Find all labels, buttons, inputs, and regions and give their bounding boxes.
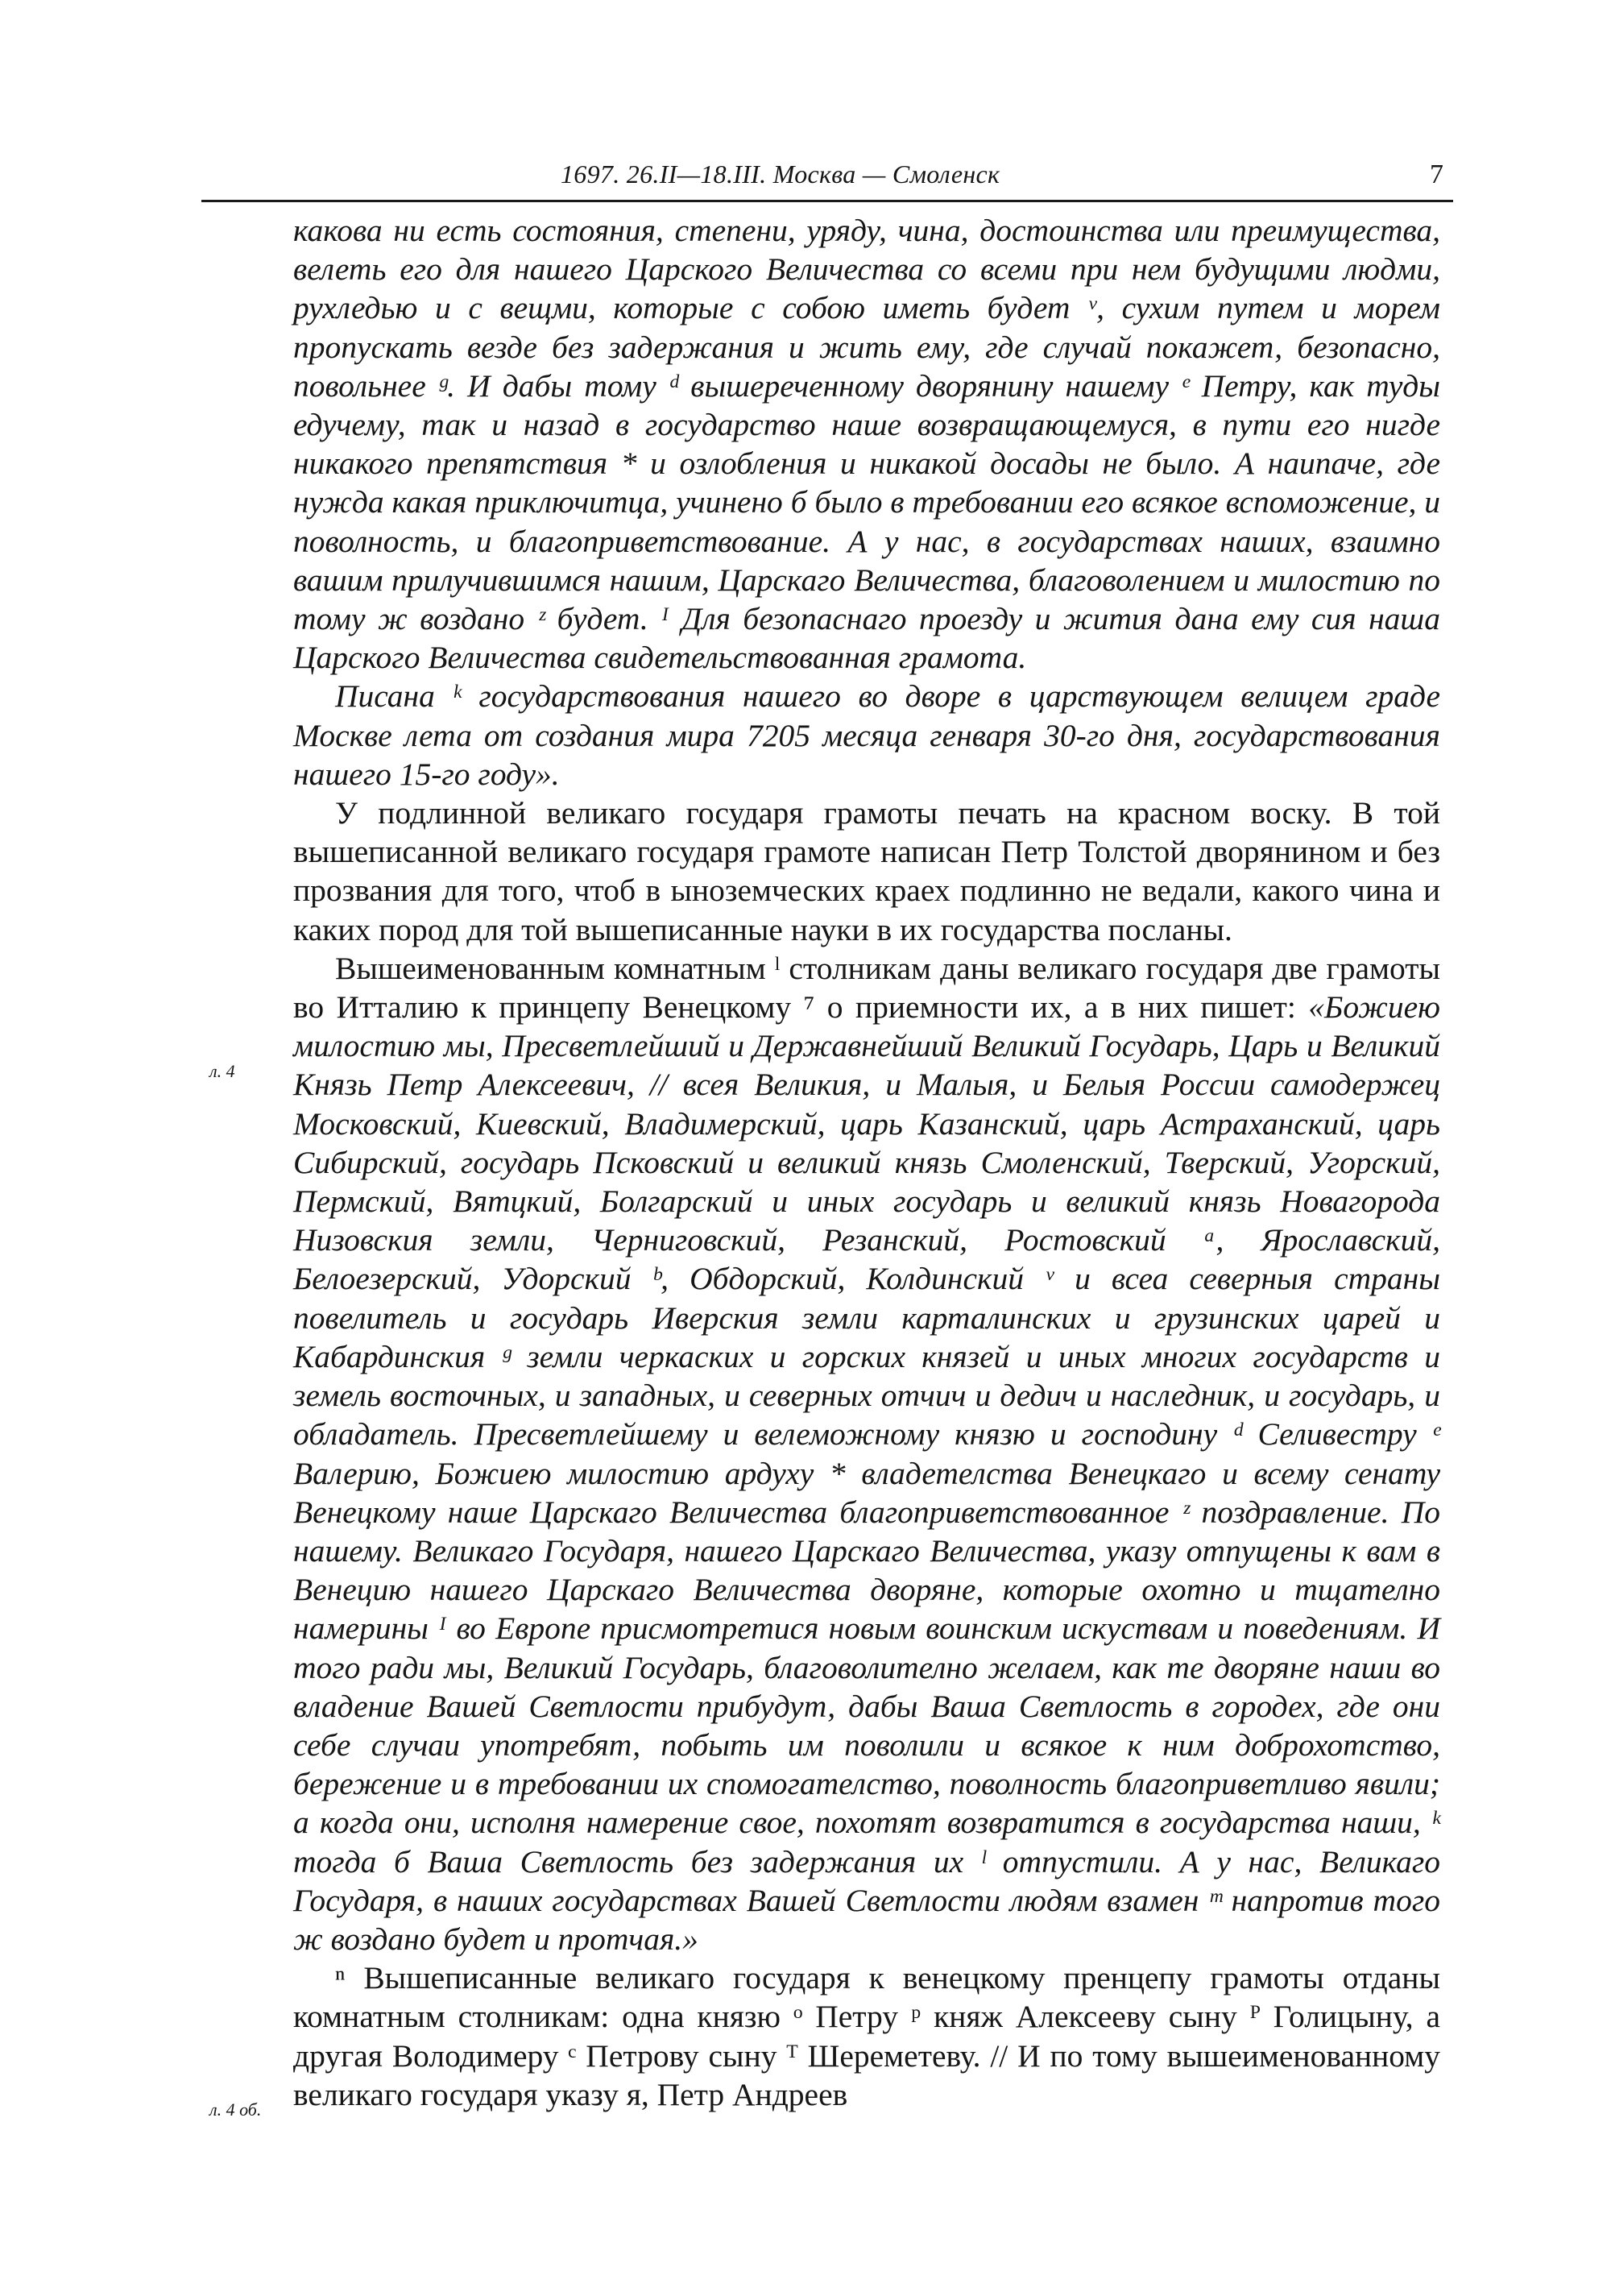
paragraph-letter-end: какова ни есть состояния, степени, уряду, чина, достоинства или преимущества, велеть его для нашего Царского Величества со всеми при нем будущими людми, рухледью и с вещми, которые с собою иметь будет ᵛ, сухим путем и морем пропускать везде без задержания и жить ему, где случай покажет, безопасно, повольнее ᵍ. И дабы тому ᵈ вышереченному дворянину нашему ᵉ Петру, как туды едучему, так и назад в государство наше возвращающемуся, в пути его нигде никакого препятствия * и озлобления и никакой досады не было. А наипаче, где нужда какая приключитца, учинено б было в требовании его всякое вспоможение, и поволность, и благоприветствование. А у нас, в государствах наших, взаимно вашим прилучившимся нашим, Царскаго Величества, благоволением и милостию по тому ж воздано ᶻ будет. ᴵ Для безопаснаго проезду и жития дана ему сия наша Царского Величества свидетельствованная грамота. (293, 213, 1440, 676)
main-text (293, 211, 1440, 2114)
marginal-note-folio-4: л. 4 (209, 1061, 235, 1081)
running-title: 1697. 26.II—18.III. Москва — Смоленск (561, 160, 1000, 189)
paragraph-venice-intro: Вышеименованным комнатным ˡ столникам даны великаго государя две грамоты во Итталию к принцепу Венецкому ⁷ о приемности их, а в них пишет: (293, 950, 1440, 1026)
paragraph-delivery: ⁿ Вышеписанные великаго государя к венецкому пренцепу грамоты отданы комнатным столникам: одна князю ᵒ Петру ᵖ княж Алексееву сыну ᴾ Голицыну, а другая Володимеру ᶜ Петрову сыну ᵀ Шереметеву. // И по тому вышеименованному великаго государя указу я, Петр Андреев (293, 1960, 1440, 2112)
header-rule (201, 200, 1453, 202)
paragraph-venice-quote: «Божиею милостию мы, Пресветлейший и Державнейший Великий Государь, Царь и Великий Князь Петр Алексеевич, // всея Великия, и Малыя, и Белыя России самодержец Московский, Киевский, Владимерский, царь Казанский, царь Астраханский, царь Сибирский, государь Псковский и великий князь Смоленский, Тверский, Угорский, Пермский, Вятцкий, Болгарский и иных государь и великий князь Новагорода Низовския земли, Черниговский, Резанский, Ростовский ᵃ, Ярославский, Белоезерский, Удорский ᵇ, Обдорский, Колдинский ᵛ и всеа северныя страны повелитель и государь Иверския земли карталинских и грузинских царей и Кабардинския ᵍ земли черкаских и горских князей и иных многих государств и земель восточных, и западных, и северных отчич и дедич и наследник, и государь, и обладатель. Пресветлейшему и велеможному князю и господину ᵈ Селивестру ᵉ Валерию, Божиею милостию ардуху * владетелства Венецкаго и всему сенату Венецкому наше Царскаго Величества благоприветствованное ᶻ поздравление. По нашему. Великаго Государя, нашего Царскаго Величества, указу отпущены к вам в Венецию нашего Царскаго Величества дворяне, которые охотно и тщателно намерины ᴵ во Европе присмотретися новым воинским искуствам и поведениям. И того ради мы, Великий Государь, благоволително желаем, как те дворяне наши во владение Вашей Светлости прибудут, дабы Ваша Светлость в городех, где они себе случаи употребят, побыть им поволили и всякое к ним доброхотство, бережение и в требовании их спомогателство, поволность благоприветливо явили; а когда они, исполня намерение свое, похотят возвратится в государства наши, ᵏ тогда б Ваша Светлость без задержания их ˡ отпустили. А у нас, Великаго Государя, в наших государствах Вашей Светлости людям взамен ᵐ напротив того ж воздано будет и протчая.» (293, 989, 1440, 1957)
paragraph-venice-letter (293, 949, 1440, 1958)
page-number: 7 (1430, 160, 1443, 189)
paragraph-dated: Писана ᵏ государствования нашего во дворе в царствующем велицем граде Москве лета от создания мира 7205 месяца генваря 30-го дня, государствования нашего 15-го году». (293, 678, 1440, 792)
paragraph-seal-note: У подлинной великаго государя грамоты печать на красном воску. В той вышеписанной великаго государя грамоте написан Петр Толстой дворянином и без прозвания для того, чтоб в ыноземческих краех подлинно не ведали, какого чина и каких пород для той вышеписанные науки в их государства посланы. (293, 795, 1440, 947)
marginal-note-folio-4-verso: л. 4 об. (209, 2099, 262, 2120)
